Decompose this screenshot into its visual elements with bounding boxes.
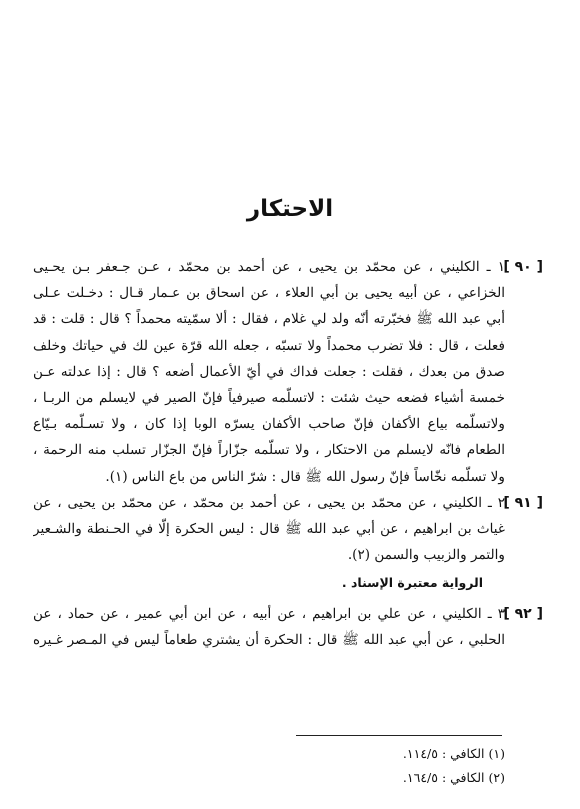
footnotes [33, 742, 505, 790]
hadith-number: [ ٩٠ ] [503, 259, 543, 275]
footnote-1: (١) الكافي : ١١٤/٥. [402, 746, 505, 761]
hadith-number: [ ٩١ ] [503, 494, 543, 511]
text-line: ٣ ـ الكليني ، عن علي بن ابراهيم ، عن أبيه ، عن ابن أبي عمير ، عن حماد ، عن [33, 605, 505, 622]
text-line: الحلبي ، عن أبي عبد الله ﷺ قال : الحكرة أن يشتري طعاماً ليس في المـصر غـيره [33, 631, 505, 648]
text-line: والتمر والزبيب والسمن (٢). [347, 547, 505, 564]
text-line: الطعام فانّه لايسلم من الاحتكار ، ولا تسلّمه جزّاراً فإنّ الجزّار تسلب منه الرحمة ، [33, 442, 505, 459]
footnote-divider [296, 735, 502, 736]
hadith-body [33, 254, 543, 653]
text-line: أبي عبد الله ﷺ فخبّرته أنّه ولد لي غلام ، فقال : ألا سمّيته محمداً ؟ قال : قلت : قد [33, 311, 505, 328]
chapter-title: الاحتكار [246, 196, 334, 222]
footnote-2: (٢) الكافي : ١٦٤/٥. [402, 770, 505, 785]
text-line: ٢ ـ الكليني ، عن محمّد بن يحيى ، عن أحمد بن محمّد ، عن محمّد بن يحيى ، عن [33, 494, 505, 511]
text-line: غياث بن ابراهيم ، عن أبي عبد الله ﷺ قال : ليس الحكرة إلّا في الحـنطة والشـعير [33, 521, 505, 538]
hadith-91 [33, 490, 543, 597]
text-line: خمسة أشياء فضعه حيث شئت : لاتسلّمه صيرفياً فإنّ الصير في لايسلم من الربـا ، [33, 390, 505, 407]
text-line: الخزاعي ، عن أبيه يحيى بن أبي العلاء ، عن اسحاق بن عـمار قـال : دخـلت عـلى [33, 285, 505, 302]
text-line: ولا تسلّمه نخّاساً فإنّ رسول الله ﷺ قال : شرّ الناس من باع الناس (١). [105, 468, 505, 485]
chain-note: الرواية معتبرة الإسناد . [341, 575, 483, 591]
text-line: صدق من بعدك ، فقلت : جعلت فداك في أيّ الأعمال أضعه ؟ قال : إذا عدلته عـن [33, 363, 505, 380]
text-line: ١ ـ الكليني ، عن محمّد بن يحيى ، عن أحمد بن محمّد ، عـن جـعفر بـن يحـيى [33, 259, 505, 275]
hadith-90 [33, 254, 543, 490]
hadith-number: [ ٩٢ ] [503, 605, 543, 622]
text-line: ولاتسلّمه بياع الأكفان فإنّ صاحب الأكفان يسرّه الوبا إذا كان ، ولا تسـلّمه بـيّاع [33, 416, 505, 433]
text-line: فعلت ، قال : فلا تضرب محمداً ولا تسبّه ، جعله الله قرّة عين لك في حياتك وخلف [33, 337, 505, 354]
hadith-92 [33, 601, 543, 653]
